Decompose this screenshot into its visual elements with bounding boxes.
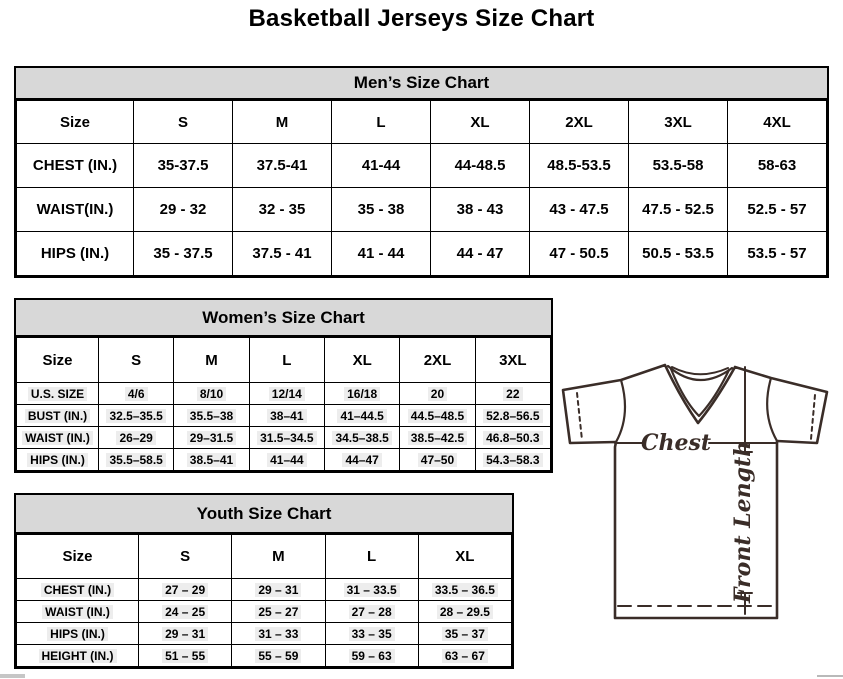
value-cell [249, 405, 324, 427]
value-cell [475, 383, 550, 405]
cell-value: 32.5–35.5 [106, 409, 165, 423]
size-header-row [17, 101, 827, 144]
value-cell [324, 383, 399, 405]
size-column-header: M [232, 535, 325, 579]
size-header-row [17, 338, 551, 383]
size-column-header: M [233, 101, 332, 144]
cell-value: 38.5–42.5 [408, 431, 467, 445]
row-label: HIPS (IN.) [40, 245, 110, 262]
size-column-header: 2XL [400, 338, 475, 383]
value-cell [249, 383, 324, 405]
cell-value: 41-44 [361, 157, 401, 174]
value-cell [530, 144, 629, 188]
back-collar-arc-outer [668, 366, 732, 380]
row-label-cell [17, 427, 99, 449]
cell-value: 16/18 [344, 387, 380, 401]
back-collar-arc-inner [672, 367, 728, 374]
youth-table-grid [16, 534, 512, 667]
size-column-header: S [139, 535, 232, 579]
cell-value: 35 – 37 [442, 627, 488, 641]
row-label-cell [17, 449, 99, 471]
cell-value: 29 – 31 [162, 627, 208, 641]
cell-value: 50.5 - 53.5 [642, 245, 714, 262]
value-cell [530, 188, 629, 232]
youth-table-title: Youth Size Chart [16, 495, 512, 534]
table-row [17, 232, 827, 276]
cell-value: 35 - 38 [357, 201, 405, 218]
value-cell [134, 188, 233, 232]
horizontal-scrollbar-fragment-left[interactable] [0, 674, 25, 678]
size-column-header: S [99, 338, 174, 383]
size-header-cell: Size [17, 338, 99, 383]
cell-value: 37.5-41 [256, 157, 308, 174]
value-cell [475, 427, 550, 449]
row-label: HIPS (IN.) [27, 453, 88, 467]
row-label-cell [17, 601, 139, 623]
cell-value: 37.5 - 41 [252, 245, 312, 262]
cell-value: 27 – 29 [162, 583, 208, 597]
value-cell [99, 383, 174, 405]
value-cell [431, 232, 530, 276]
value-cell [325, 601, 418, 623]
cell-value: 33 – 35 [349, 627, 395, 641]
cell-value: 29 – 31 [255, 583, 301, 597]
value-cell [134, 144, 233, 188]
cell-value: 53.5-58 [652, 157, 704, 174]
value-cell [232, 623, 325, 645]
value-cell [629, 232, 728, 276]
cell-value: 59 – 63 [349, 649, 395, 663]
womens-size-chart-table [14, 298, 553, 473]
cell-value: 22 [503, 387, 522, 401]
cell-value: 48.5-53.5 [547, 157, 611, 174]
value-cell [174, 383, 249, 405]
value-cell [728, 232, 827, 276]
cell-value: 44 - 47 [456, 245, 504, 262]
womens-table-grid [16, 337, 551, 471]
cell-value: 20 [428, 387, 447, 401]
table-row [17, 623, 512, 645]
cell-value: 35-37.5 [157, 157, 209, 174]
cell-value: 54.3–58.3 [483, 453, 542, 467]
value-cell [418, 645, 511, 667]
size-column-header: 3XL [629, 101, 728, 144]
cell-value: 29–31.5 [187, 431, 236, 445]
value-cell [174, 449, 249, 471]
row-label-cell [17, 188, 134, 232]
value-cell [232, 645, 325, 667]
size-column-header: XL [324, 338, 399, 383]
value-cell [475, 405, 550, 427]
value-cell [629, 144, 728, 188]
value-cell [139, 645, 232, 667]
cell-value: 32 - 35 [258, 201, 306, 218]
cell-value: 31 – 33.5 [344, 583, 400, 597]
row-label-cell [17, 405, 99, 427]
horizontal-scrollbar-fragment-right[interactable] [817, 675, 843, 677]
womens-table-title: Women’s Size Chart [16, 300, 551, 337]
value-cell [139, 601, 232, 623]
value-cell [400, 383, 475, 405]
jersey-measurement-diagram [550, 353, 843, 638]
value-cell [431, 144, 530, 188]
chest-label: Chest [640, 430, 712, 456]
row-label: HEIGHT (IN.) [39, 649, 117, 663]
row-label-cell [17, 623, 139, 645]
cell-value: 4/6 [125, 387, 148, 401]
cell-value: 44.5–48.5 [408, 409, 467, 423]
row-label: CHEST (IN.) [32, 157, 118, 174]
table-row [17, 383, 551, 405]
value-cell [232, 601, 325, 623]
cell-value: 29 - 32 [159, 201, 207, 218]
size-column-header: 4XL [728, 101, 827, 144]
cell-value: 34.5–38.5 [332, 431, 391, 445]
cell-value: 24 – 25 [162, 605, 208, 619]
row-label: U.S. SIZE [28, 387, 87, 401]
size-column-header: L [249, 338, 324, 383]
value-cell [325, 579, 418, 601]
value-cell [249, 427, 324, 449]
value-cell [325, 623, 418, 645]
size-column-header: M [174, 338, 249, 383]
cell-value: 41–44 [267, 453, 306, 467]
row-label-cell [17, 144, 134, 188]
size-header-cell: Size [17, 535, 139, 579]
cell-value: 46.8–50.3 [483, 431, 542, 445]
table-row [17, 405, 551, 427]
row-label: HIPS (IN.) [47, 627, 108, 641]
cell-value: 44-48.5 [454, 157, 506, 174]
value-cell [324, 405, 399, 427]
cell-value: 8/10 [197, 387, 226, 401]
cell-value: 55 – 59 [255, 649, 301, 663]
cell-value: 41 - 44 [357, 245, 405, 262]
mens-table-grid [16, 100, 827, 276]
value-cell [99, 449, 174, 471]
size-column-header: L [325, 535, 418, 579]
value-cell [418, 623, 511, 645]
size-column-header: XL [431, 101, 530, 144]
size-header-row [17, 535, 512, 579]
value-cell [400, 427, 475, 449]
row-label: WAIST (IN.) [22, 431, 93, 445]
cell-value: 28 – 29.5 [437, 605, 493, 619]
table-row [17, 144, 827, 188]
size-column-header: 3XL [475, 338, 550, 383]
value-cell [232, 579, 325, 601]
cell-value: 35.5–58.5 [106, 453, 165, 467]
table-row [17, 188, 827, 232]
table-row [17, 449, 551, 471]
value-cell [134, 232, 233, 276]
size-column-header: L [332, 101, 431, 144]
mens-table-title: Men’s Size Chart [16, 68, 827, 100]
value-cell [325, 645, 418, 667]
value-cell [249, 449, 324, 471]
value-cell [332, 188, 431, 232]
value-cell [418, 601, 511, 623]
cell-value: 51 – 55 [162, 649, 208, 663]
table-row [17, 427, 551, 449]
cell-value: 47 - 50.5 [549, 245, 609, 262]
cell-value: 63 – 67 [442, 649, 488, 663]
cell-value: 38.5–41 [187, 453, 236, 467]
cell-value: 35.5–38 [187, 409, 236, 423]
table-row [17, 645, 512, 667]
value-cell [174, 427, 249, 449]
cell-value: 35 - 37.5 [153, 245, 213, 262]
jersey-outline [563, 365, 827, 618]
cell-value: 33.5 – 36.5 [432, 583, 498, 597]
row-label-cell [17, 579, 139, 601]
page-title: Basketball Jerseys Size Chart [248, 5, 595, 32]
value-cell [139, 579, 232, 601]
value-cell [400, 449, 475, 471]
cell-value: 43 - 47.5 [549, 201, 609, 218]
cell-value: 47–50 [418, 453, 457, 467]
cell-value: 25 – 27 [255, 605, 301, 619]
cell-value: 12/14 [269, 387, 305, 401]
value-cell [324, 449, 399, 471]
value-cell [332, 232, 431, 276]
value-cell [99, 405, 174, 427]
row-label-cell [17, 645, 139, 667]
value-cell [431, 188, 530, 232]
value-cell [728, 144, 827, 188]
cell-value: 38 - 43 [456, 201, 504, 218]
cell-value: 26–29 [116, 431, 155, 445]
size-column-header: XL [418, 535, 511, 579]
cell-value: 31.5–34.5 [257, 431, 316, 445]
value-cell [530, 232, 629, 276]
value-cell [233, 232, 332, 276]
value-cell [324, 427, 399, 449]
value-cell [174, 405, 249, 427]
cell-value: 31 – 33 [255, 627, 301, 641]
value-cell [233, 188, 332, 232]
value-cell [475, 449, 550, 471]
row-label: WAIST(IN.) [36, 201, 114, 218]
cell-value: 52.5 - 57 [747, 201, 807, 218]
row-label-cell [17, 232, 134, 276]
front-length-label: Front Length [730, 440, 756, 604]
value-cell [728, 188, 827, 232]
size-column-header: S [134, 101, 233, 144]
row-label-cell [17, 383, 99, 405]
table-row [17, 579, 512, 601]
value-cell [418, 579, 511, 601]
value-cell [332, 144, 431, 188]
cell-value: 58-63 [757, 157, 797, 174]
cell-value: 41–44.5 [337, 409, 386, 423]
size-header-cell: Size [17, 101, 134, 144]
row-label: BUST (IN.) [25, 409, 90, 423]
value-cell [99, 427, 174, 449]
cell-value: 38–41 [267, 409, 306, 423]
cell-value: 44–47 [342, 453, 381, 467]
cell-value: 52.8–56.5 [483, 409, 542, 423]
cell-value: 47.5 - 52.5 [642, 201, 714, 218]
cell-value: 27 – 28 [349, 605, 395, 619]
size-column-header: 2XL [530, 101, 629, 144]
youth-size-chart-table [14, 493, 514, 669]
mens-size-chart-table [14, 66, 829, 278]
cell-value: 53.5 - 57 [747, 245, 807, 262]
row-label: WAIST (IN.) [42, 605, 113, 619]
value-cell [139, 623, 232, 645]
row-label: CHEST (IN.) [41, 583, 114, 597]
value-cell [629, 188, 728, 232]
table-row [17, 601, 512, 623]
value-cell [400, 405, 475, 427]
value-cell [233, 144, 332, 188]
